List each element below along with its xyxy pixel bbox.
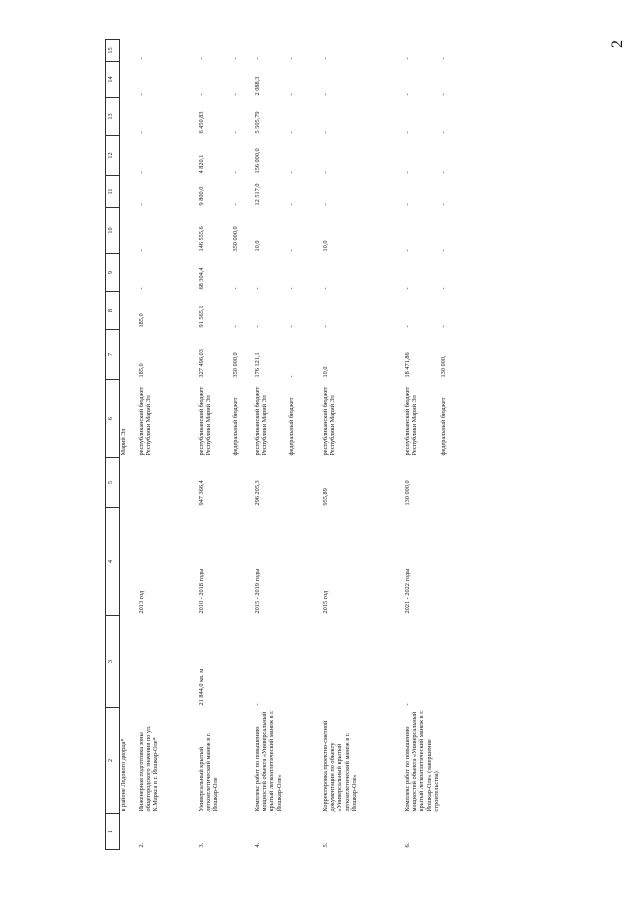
row-number: 5.	[322, 842, 329, 848]
object-name: Комплекс работ по повышению мощностей объекта «Универсальный крытый легкоатлетический манеж в г. Йошкар-Оле» (завершение строительства)	[404, 710, 440, 812]
table-cell: -	[138, 171, 145, 174]
table-cell: 2 088,3	[254, 76, 261, 96]
table-cell	[288, 508, 318, 616]
table-cell: 5 505,79	[254, 111, 261, 134]
table-cell: -	[288, 131, 295, 134]
object-name: Комплекс работ по повышению мощностей объекта «Универсальный крытый легкоатлетический манеж в г. Йошкар-Оле»	[254, 710, 283, 812]
funding-source: республиканский бюджет Республики Марий Эл	[138, 386, 153, 456]
funding-source: республиканский бюджет Республики Марий Эл	[198, 386, 213, 456]
row-number	[120, 814, 135, 850]
budget-table	[105, 39, 490, 850]
table-cell: -	[440, 287, 448, 290]
table-cell: 350 000,0	[232, 226, 239, 252]
table-cell: 130 000,0	[404, 480, 411, 506]
table-cell: -	[322, 325, 329, 328]
table-cell: -	[138, 287, 145, 290]
header-cell: 1	[106, 814, 120, 850]
table-cell: -	[288, 249, 295, 252]
table-cell: 12 517,0	[254, 183, 261, 206]
table-cell: -	[198, 93, 205, 96]
table-cell	[120, 98, 135, 136]
table-cell	[120, 292, 135, 330]
table-cell	[120, 508, 135, 616]
row-number: 6.	[404, 842, 411, 848]
header-cell: 6	[106, 380, 120, 458]
table-cell: 2013 год	[138, 590, 145, 614]
table-cell: -	[138, 249, 145, 252]
table-cell: 185,0	[138, 363, 145, 378]
table-cell	[288, 458, 318, 508]
table-cell	[120, 208, 135, 254]
table-row	[400, 40, 440, 850]
table-cell: -	[254, 703, 261, 706]
table-cell	[440, 814, 490, 850]
table-cell: -	[440, 131, 448, 134]
table-cell: -	[254, 325, 261, 328]
table-cell: 2010 - 2018 годы	[198, 568, 205, 614]
row-number: 4.	[254, 842, 261, 848]
table-cell	[440, 708, 490, 814]
table-cell: 2015 год	[322, 590, 329, 614]
header-cell: 11	[106, 176, 120, 208]
table-cell: -	[322, 57, 329, 60]
table-cell: 68 304,4	[198, 267, 205, 290]
table-cell: -	[322, 171, 329, 174]
table-row	[134, 40, 194, 850]
table-cell	[232, 508, 250, 616]
funding-source: республиканский бюджет Республики Марий Эл	[404, 386, 419, 456]
table-cell: -	[232, 203, 239, 206]
table-cell: -	[322, 287, 329, 290]
header-cell: 10	[106, 208, 120, 254]
header-cell: 9	[106, 254, 120, 292]
table-cell	[440, 616, 490, 708]
table-cell: -	[440, 171, 448, 174]
header-cell: 8	[106, 292, 120, 330]
table-cell: -	[138, 203, 145, 206]
table-cell	[120, 136, 135, 176]
header-row	[106, 40, 120, 850]
table-cell: -	[440, 249, 448, 252]
table-cell: -	[322, 203, 329, 206]
table-cell: -	[404, 249, 411, 252]
funding-source: Марий Эл	[120, 428, 127, 456]
header-cell: 5	[106, 458, 120, 508]
funding-source: федеральный бюджет	[288, 397, 295, 456]
table-cell: -	[322, 93, 329, 96]
page-number: 2	[609, 40, 626, 48]
table-cell	[120, 458, 135, 508]
table-cell: -	[404, 171, 411, 174]
header-cell: 3	[106, 616, 120, 708]
table-cell: -	[288, 93, 295, 96]
table-cell: 21 844,0 кв. м	[198, 668, 205, 706]
funding-source: федеральный бюджет	[232, 397, 239, 456]
table-cell: 4 820,1	[198, 154, 205, 174]
rotated-table-container	[105, 40, 625, 850]
table-cell	[232, 458, 250, 508]
table-cell: -	[254, 287, 261, 290]
table-cell	[318, 616, 400, 708]
table-cell	[134, 458, 194, 508]
table-cell: 6 450,83	[198, 111, 205, 134]
table-cell: -	[404, 703, 411, 706]
table-cell	[288, 616, 318, 708]
table-subrow	[232, 40, 250, 850]
table-cell: -	[288, 203, 295, 206]
object-name: Инженерная подготовка зоны общегородского значения по ул. К.Маркса в г. Йошкар-Оле*	[138, 725, 160, 812]
table-cell: -	[404, 287, 411, 290]
table-cell: 185,0	[138, 313, 145, 328]
table-cell: -	[232, 131, 239, 134]
table-cell: 130 000,	[440, 355, 448, 378]
table-cell	[120, 62, 135, 98]
table-cell: 296 205,3	[254, 480, 261, 506]
table-cell	[232, 616, 250, 708]
table-cell: 91 565,1	[198, 305, 205, 328]
header-cell: 4	[106, 508, 120, 616]
table-cell: -	[288, 287, 295, 290]
table-cell: 10,0	[322, 366, 329, 378]
object-name: в районе Ледового дворца*	[120, 738, 127, 812]
table-cell	[232, 814, 250, 850]
table-cell: 955,89	[322, 488, 329, 506]
table-cell: 146 555,6	[198, 226, 205, 252]
funding-source: республиканский бюджет Республики Марий Эл	[322, 386, 337, 456]
row-number: 3.	[198, 842, 205, 848]
table-cell: 2021 - 2022 годы	[404, 568, 411, 614]
table-cell: 10,0	[322, 240, 329, 252]
header-cell: 14	[106, 62, 120, 98]
table-cell	[232, 708, 250, 814]
table-cell: -	[232, 171, 239, 174]
table-cell	[288, 708, 318, 814]
table-cell: -	[288, 375, 295, 378]
table-row	[120, 40, 135, 850]
header-cell: 15	[106, 40, 120, 62]
table-row	[250, 40, 288, 850]
table-cell: -	[440, 93, 448, 96]
table-cell: 327 496,03	[198, 349, 205, 378]
table-cell: 156 000,0	[254, 148, 261, 174]
object-name: Универсальный крытый легкоатлетический манеж в г. Йошкар-Оле	[198, 732, 220, 812]
table-cell: -	[254, 57, 261, 60]
table-cell: -	[440, 325, 448, 328]
table-cell: -	[232, 57, 239, 60]
header-cell: 13	[106, 98, 120, 136]
header-cell: 7	[106, 330, 120, 380]
table-cell: 2015 - 2019 годы	[254, 568, 261, 614]
table-cell: 18 471,86	[404, 352, 411, 378]
table-cell: 350 000,0	[232, 352, 239, 378]
table-cell: 10,0	[254, 240, 261, 252]
object-name: Корректировка проектно-сметной документации по объекту «Универсальный крытый легкоатлетический манеж в г. Йошкар-Оле»	[322, 720, 358, 812]
table-cell	[120, 176, 135, 208]
header-cell: 12	[106, 136, 120, 176]
table-subrow	[440, 40, 490, 850]
table-cell: -	[198, 57, 205, 60]
table-cell	[440, 458, 490, 508]
table-cell: -	[232, 93, 239, 96]
table-cell: -	[288, 171, 295, 174]
table-cell	[120, 616, 135, 708]
table-subrow	[288, 40, 318, 850]
table-cell: -	[138, 131, 145, 134]
funding-source: федеральный бюджет	[440, 397, 448, 456]
table-cell: -	[288, 325, 295, 328]
table-cell: -	[440, 203, 448, 206]
table-cell: 947 366,4	[198, 480, 205, 506]
table-cell	[440, 508, 490, 616]
header-cell: 2	[106, 708, 120, 814]
table-row	[194, 40, 232, 850]
table-cell: -	[232, 325, 239, 328]
table-cell	[120, 254, 135, 292]
table-cell	[288, 814, 318, 850]
table-row	[318, 40, 400, 850]
row-number: 2.	[138, 842, 145, 848]
table-cell: 9 800,0	[198, 186, 205, 206]
table-cell: 176 121,1	[254, 352, 261, 378]
table-cell: -	[138, 93, 145, 96]
table-cell	[120, 330, 135, 380]
table-cell	[120, 40, 135, 62]
table-cell: -	[404, 203, 411, 206]
table-cell: -	[440, 57, 448, 60]
table-cell: -	[138, 57, 145, 60]
table-cell: -	[404, 131, 411, 134]
table-cell: -	[404, 93, 411, 96]
table-cell: -	[232, 287, 239, 290]
table-cell: -	[288, 57, 295, 60]
table-cell: -	[404, 57, 411, 60]
funding-source: республиканский бюджет Республики Марий Эл	[254, 386, 269, 456]
table-cell: -	[322, 131, 329, 134]
table-cell: -	[404, 325, 411, 328]
table-cell	[134, 616, 194, 708]
